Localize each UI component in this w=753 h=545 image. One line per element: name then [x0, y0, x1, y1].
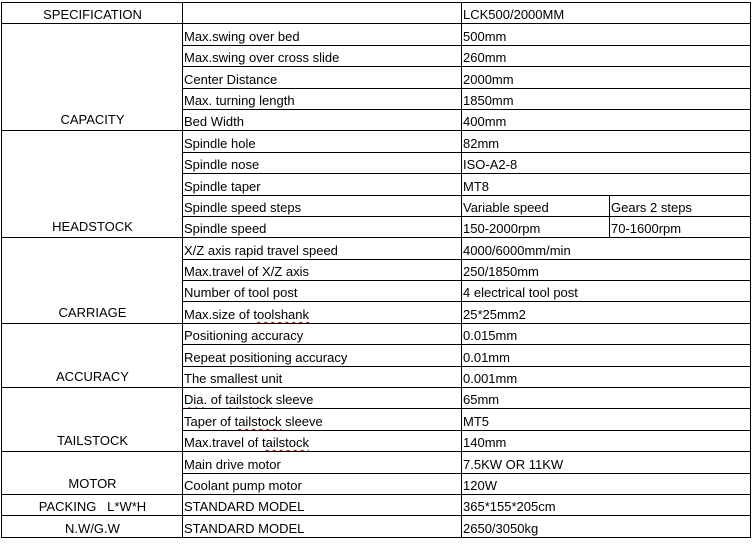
param-text: Max.travel of	[184, 435, 263, 451]
value-cell: 120W	[462, 473, 751, 494]
category-tailstock: TAILSTOCK	[2, 388, 183, 452]
param-cell: Max.swing over bed	[183, 24, 462, 45]
value-cell: 65mm	[462, 388, 751, 409]
category-motor: MOTOR	[2, 452, 183, 495]
value-cell: 2650/3050kg	[462, 516, 751, 537]
header-specification: SPECIFICATION	[2, 3, 183, 24]
spellcheck-word: tailstock	[234, 413, 282, 429]
value-cell: 4000/6000mm/min	[462, 238, 751, 259]
param-cell: Coolant pump motor	[183, 473, 462, 494]
value-cell: 0.01mm	[462, 345, 751, 366]
value-cell: 400mm	[462, 109, 751, 130]
value-cell: Variable speed	[462, 195, 610, 216]
value-cell: 2000mm	[462, 67, 751, 88]
param-cell: Center Distance	[183, 67, 462, 88]
category-packing: PACKING L*W*H	[2, 494, 183, 515]
value-cell: 4 electrical tool post	[462, 281, 751, 302]
param-cell: Spindle taper	[183, 174, 462, 195]
table-row	[2, 323, 751, 344]
table-row	[2, 452, 751, 473]
spellcheck-word: tailstock	[225, 392, 273, 408]
value-cell: ISO-A2-8	[462, 152, 751, 173]
spellcheck-word: Dia.	[184, 392, 208, 408]
param-text: sleeve	[281, 413, 323, 429]
table-row	[2, 388, 751, 409]
param-cell: Spindle speed steps	[183, 195, 462, 216]
value-cell: 25*25mm2	[462, 302, 751, 323]
value-cell: 260mm	[462, 45, 751, 66]
value-cell: 7.5KW OR 11KW	[462, 452, 751, 473]
param-cell	[183, 302, 462, 323]
value-cell: 500mm	[462, 24, 751, 45]
category-carriage: CARRIAGE	[2, 238, 183, 324]
header-model: LCK500/2000MM	[462, 3, 751, 24]
param-cell: Spindle hole	[183, 131, 462, 152]
value-cell-alt: Gears 2 steps	[610, 195, 751, 216]
param-cell: Spindle speed	[183, 216, 462, 237]
param-cell: Max.swing over cross slide	[183, 45, 462, 66]
table-row	[2, 24, 751, 45]
value-cell-alt: 70-1600rpm	[610, 216, 751, 237]
param-text: Max.size of	[184, 306, 254, 322]
value-cell: 82mm	[462, 131, 751, 152]
table-row	[2, 238, 751, 259]
table-row	[2, 494, 751, 515]
category-capacity: CAPACITY	[2, 24, 183, 131]
param-cell: X/Z axis rapid travel speed	[183, 238, 462, 259]
value-cell: 1850mm	[462, 88, 751, 109]
spellcheck-word: tailstock	[262, 435, 309, 451]
param-text: of	[207, 392, 226, 408]
value-cell: 0.015mm	[462, 323, 751, 344]
value-cell: 140mm	[462, 430, 751, 451]
category-headstock: HEADSTOCK	[2, 131, 183, 238]
param-cell: Max. turning length	[183, 88, 462, 109]
param-cell	[183, 388, 462, 409]
param-cell: Number of tool post	[183, 281, 462, 302]
value-cell: 0.001mm	[462, 366, 751, 387]
value-cell: 250/1850mm	[462, 259, 751, 280]
param-cell: Spindle nose	[183, 152, 462, 173]
param-cell: Main drive motor	[183, 452, 462, 473]
value-cell: MT5	[462, 409, 751, 430]
param-text: sleeve	[272, 392, 314, 408]
specification-table	[1, 2, 751, 538]
param-cell	[183, 409, 462, 430]
param-cell	[183, 430, 462, 451]
param-cell: Max.travel of X/Z axis	[183, 259, 462, 280]
header-row	[2, 3, 751, 24]
value-cell: MT8	[462, 174, 751, 195]
param-text: Taper of	[184, 413, 235, 429]
param-cell: Bed Width	[183, 109, 462, 130]
table-row	[2, 516, 751, 537]
param-cell: The smallest unit	[183, 366, 462, 387]
table-row	[2, 131, 751, 152]
header-blank	[183, 3, 462, 24]
param-cell: Positioning accuracy	[183, 323, 462, 344]
param-cell: STANDARD MODEL	[183, 516, 462, 537]
param-cell: STANDARD MODEL	[183, 494, 462, 515]
value-cell: 365*155*205cm	[462, 494, 751, 515]
category-weight: N.W/G.W	[2, 516, 183, 537]
value-cell: 150-2000rpm	[462, 216, 610, 237]
category-accuracy: ACCURACY	[2, 323, 183, 387]
spellcheck-word: toolshank	[253, 306, 310, 322]
param-cell: Repeat positioning accuracy	[183, 345, 462, 366]
